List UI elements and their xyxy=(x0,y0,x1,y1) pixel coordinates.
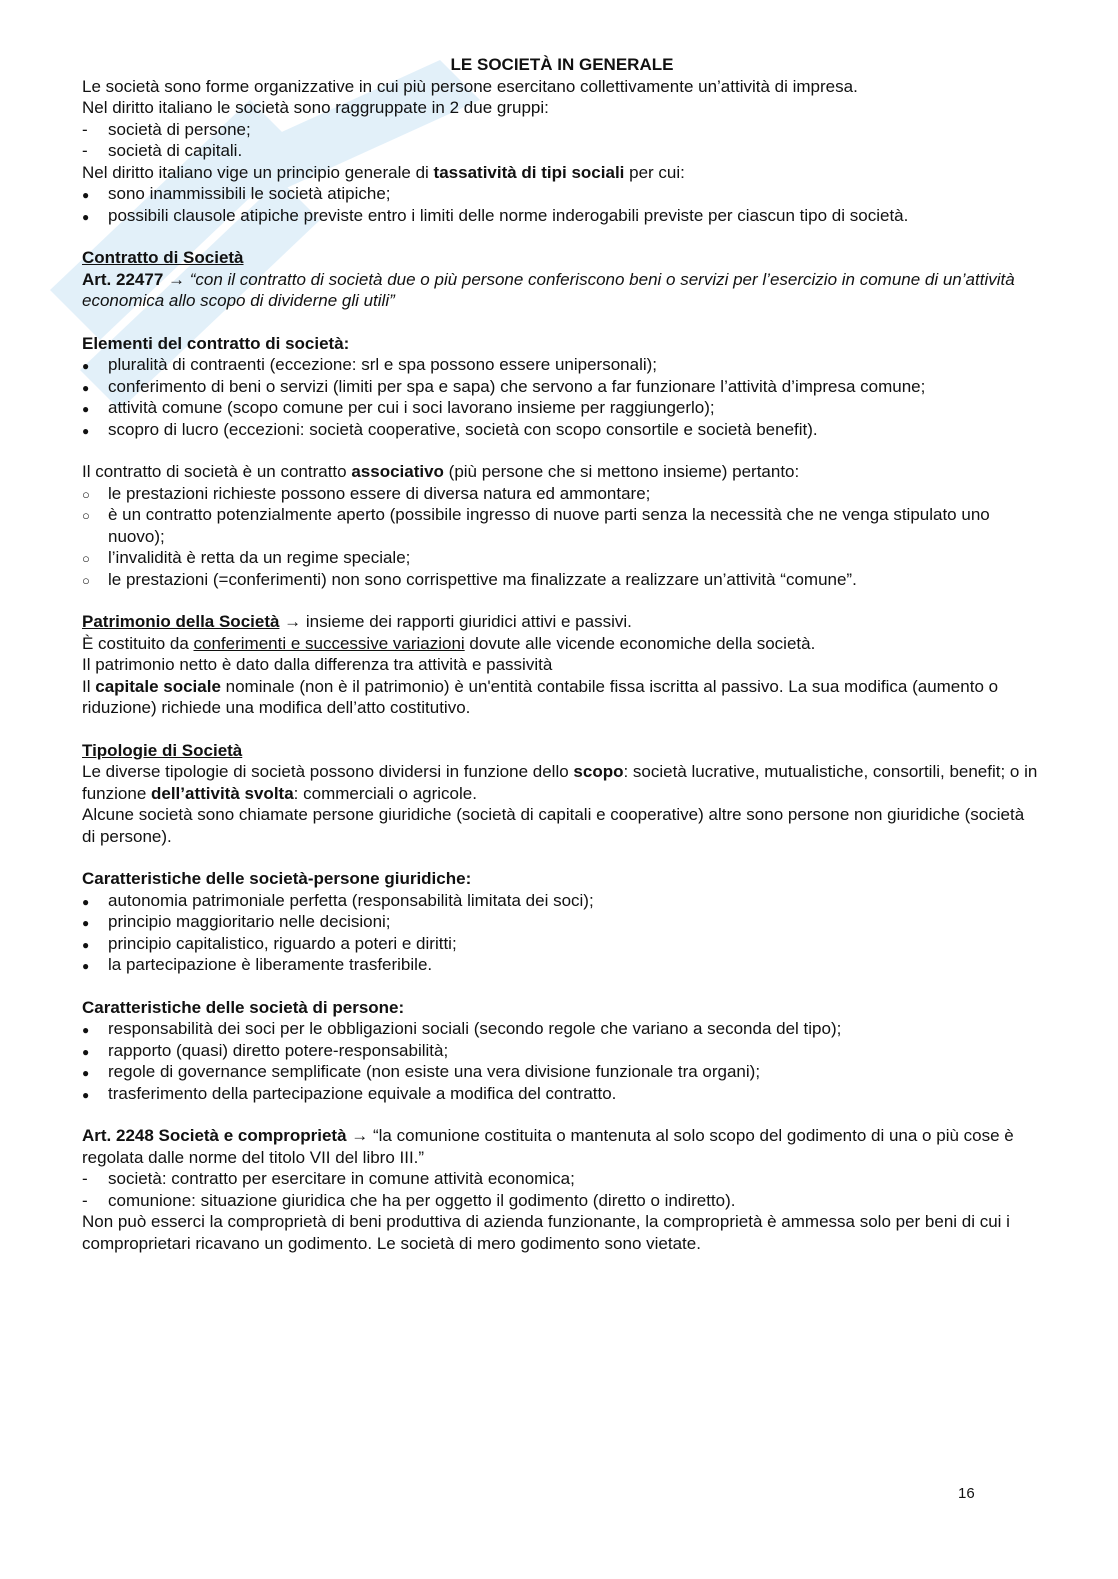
list-item: ○ l’invalidità è retta da un regime speciale; xyxy=(82,547,1042,569)
list-item: ● possibili clausole atipiche previste entro i limiti delle norme inderogabili previste per ciascun tipo di società. xyxy=(82,205,1042,227)
associativo-list xyxy=(82,483,1042,591)
list-item: - comunione: situazione giuridica che ha per oggetto il godimento (diretto o indiretto). xyxy=(82,1190,1042,1212)
list-item: ● scopro di lucro (eccezioni: società cooperative, società con scopo consortile e società benefit). xyxy=(82,419,1042,441)
article-2247-quote: Art. 22477 → “con il contratto di società due o più persone conferiscono beni o servizi per l’esercizio in comune di un’attività economica allo scopo di dividerne gli utili” xyxy=(82,269,1015,310)
section-heading-contratto: Contratto di Società xyxy=(82,248,244,267)
list-item: ● principio capitalistico, riguardo a poteri e diritti; xyxy=(82,933,1042,955)
patrimonio-line-4: Il capitale sociale nominale (non è il patrimonio) è un'entità contabile fissa iscritta al passivo. La sua modifica (aumento o riduzione) richiede una modifica dell’atto costitutivo. xyxy=(82,676,999,717)
list-item: ● responsabilità dei soci per le obbligazioni sociali (secondo regole che variano a seconda del tipo); xyxy=(82,1018,1042,1040)
intro-paragraph: Le società sono forme organizzative in cui più persone esercitano collettivamente un’attività di impresa. xyxy=(82,76,858,96)
car-giuridiche-list xyxy=(82,890,1042,976)
patrimonio-line-3: Il patrimonio netto è dato dalla differenza tra attività e passività xyxy=(82,655,553,674)
elementi-list xyxy=(82,354,1042,440)
list-item: ● attività comune (scopo comune per cui i soci lavorano insieme per raggiungerlo); xyxy=(82,397,1042,419)
art2248-list xyxy=(82,1168,1042,1211)
tipologie-paragraph-1: Le diverse tipologie di società possono dividersi in funzione dello scopo: società lucrative, mutualistiche, consortili, benefit; o in funzione dell’attività svolta: commerciali o agricole. xyxy=(82,762,1038,803)
section-heading-patrimonio: Patrimonio della Società xyxy=(82,612,280,631)
art2248-closing: Non può esserci la comproprietà di beni produttiva di azienda funzionante, la comproprietà è ammessa solo per beni di cui i comproprietari ricavano un godimento. Le società di mero godimento sono vietate. xyxy=(82,1212,1010,1253)
list-item: ● trasferimento della partecipazione equivale a modifica del contratto. xyxy=(82,1083,1042,1105)
list-item: ● autonomia patrimoniale perfetta (responsabilità limitata dei soci); xyxy=(82,890,1042,912)
list-item: - società di persone; xyxy=(82,119,1042,141)
section-heading-car-giuridiche: Caratteristiche delle società-persone giuridiche: xyxy=(82,869,472,888)
section-heading-tipologie: Tipologie di Società xyxy=(82,740,243,760)
document-page xyxy=(82,54,1042,1254)
list-item: ● la partecipazione è liberamente trasferibile. xyxy=(82,954,1042,976)
list-item: ● conferimento di beni o servizi (limiti per spa e sapa) che servono a far funzionare l’attività d’impresa comune; xyxy=(82,376,1042,398)
associativo-lead: Il contratto di società è un contratto associativo (più persone che si mettono insieme) pertanto: xyxy=(82,462,800,481)
list-item: - società: contratto per esercitare in comune attività economica; xyxy=(82,1168,1042,1190)
tipologie-paragraph-2: Alcune società sono chiamate persone giuridiche (società di capitali e cooperative) altre sono persone non giuridiche (società di persone). xyxy=(82,805,1025,846)
list-item: - società di capitali. xyxy=(82,140,1042,162)
section-heading-car-persone: Caratteristiche delle società di persone: xyxy=(82,997,405,1017)
page-number: 16 xyxy=(958,1485,975,1502)
article-2248-quote: Art. 2248 Società e comproprietà → “la comunione costituita o mantenuta al solo scopo del godimento di una o più cose è regolata dalle norme del titolo VII del libro III.” xyxy=(82,1126,1014,1167)
list-item: ○ è un contratto potenzialmente aperto (possibile ingresso di nuove parti senza la necessità che ne venga stipulato uno nuovo); xyxy=(82,504,1042,547)
tassativita-list xyxy=(82,183,1042,226)
patrimonio-heading-line: Patrimonio della Società → insieme dei rapporti giuridici attivi e passivi. xyxy=(82,612,632,631)
tassativita-lead: Nel diritto italiano vige un principio generale di tassatività di tipi sociali per cui: xyxy=(82,162,685,182)
patrimonio-line-2: È costituito da conferimenti e successive variazioni dovute alle vicende economiche della società. xyxy=(82,633,816,653)
car-persone-list xyxy=(82,1018,1042,1104)
list-item: ● sono inammissibili le società atipiche; xyxy=(82,183,1042,205)
page-title: LE SOCIETÀ IN GENERALE xyxy=(450,55,674,74)
list-item: ● pluralità di contraenti (eccezione: srl e spa possono essere unipersonali); xyxy=(82,354,1042,376)
section-heading-elementi: Elementi del contratto di società: xyxy=(82,333,350,353)
list-item: ○ le prestazioni richieste possono essere di diversa natura ed ammontare; xyxy=(82,483,1042,505)
list-item: ○ le prestazioni (=conferimenti) non sono corrispettive ma finalizzate a realizzare un’attività “comune”. xyxy=(82,569,1042,591)
groups-list xyxy=(82,119,1042,162)
list-item: ● principio maggioritario nelle decisioni; xyxy=(82,911,1042,933)
intro-groups-lead: Nel diritto italiano le società sono raggruppate in 2 due gruppi: xyxy=(82,98,549,117)
list-item: ● regole di governance semplificate (non esiste una vera divisione funzionale tra organi); xyxy=(82,1061,1042,1083)
list-item: ● rapporto (quasi) diretto potere-responsabilità; xyxy=(82,1040,1042,1062)
